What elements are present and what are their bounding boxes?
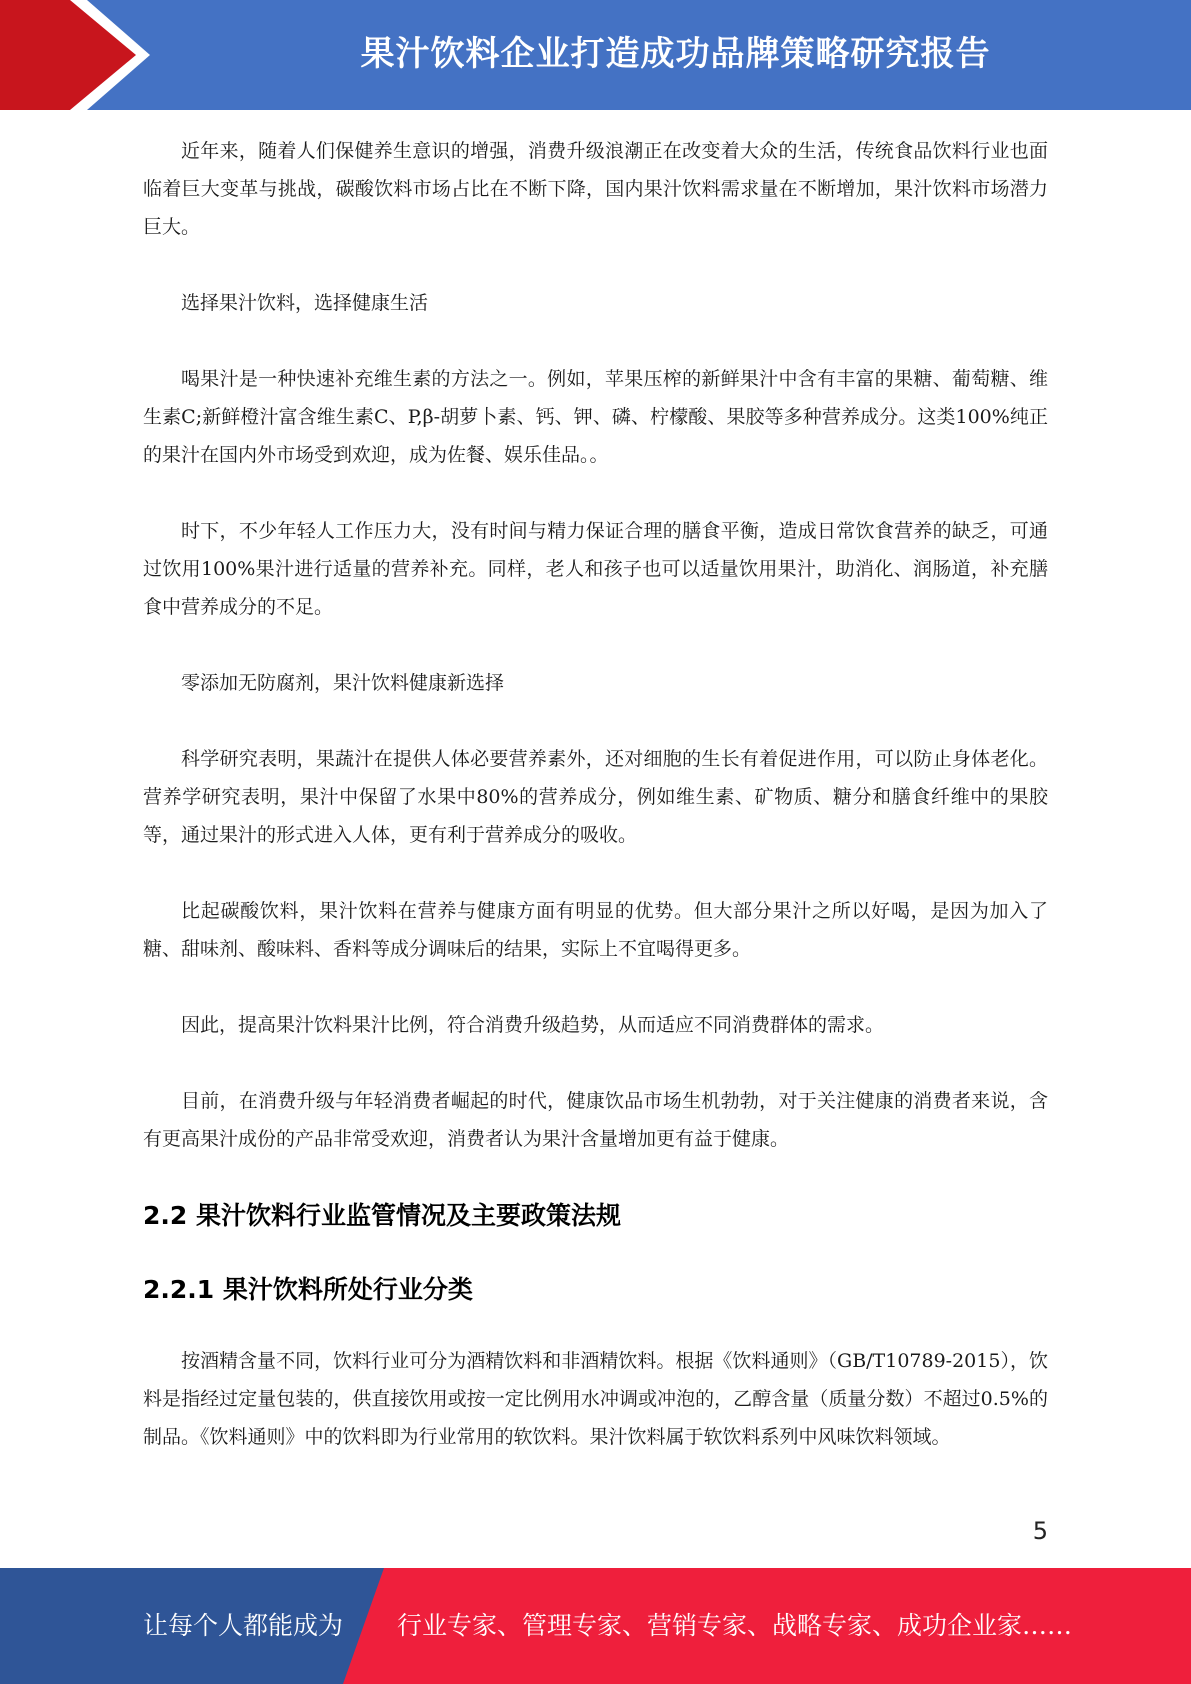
paragraph-juice-ratio: 因此，提高果汁饮料果汁比例，符合消费升级趋势，从而适应不同消费群体的需求。: [181, 1014, 885, 1036]
subheading-healthy-life: 选择果汁饮料，选择健康生活: [181, 292, 429, 314]
paragraph-consumer-trend: 目前，在消费升级与年轻消费者崛起的时代，健康饮品市场生机勃勃，对于关注健康的消费者来说，含有更高果汁成份的产品非常受欢迎，消费者认为果汁含量增加更有益于健康。: [143, 1090, 1048, 1150]
header-arrow-shape: [0, 0, 140, 110]
report-title: 果汁饮料企业打造成功品牌策略研究报告: [360, 34, 991, 74]
footer-banner: [0, 1568, 1191, 1684]
footer-slogan-right: 行业专家、管理专家、营销专家、战略专家、成功企业家……: [397, 1611, 1073, 1640]
page-number: 5: [1032, 1517, 1048, 1545]
paragraph-research: 科学研究表明，果蔬汁在提供人体必要营养素外，还对细胞的生长有着促进作用，可以防止身体老化。营养学研究表明，果汁中保留了水果中80%的营养成分，例如维生素、矿物质、糖分和膳食纤维中的果胶等，通过果汁的形式进入人体，更有利于营养成分的吸收。: [143, 748, 1048, 846]
section-heading-2-2-1: 2.2.1 果汁饮料所处行业分类: [143, 1275, 473, 1304]
paragraph-vitamins: 喝果汁是一种快速补充维生素的方法之一。例如，苹果压榨的新鲜果汁中含有丰富的果糖、葡萄糖、维生素C;新鲜橙汁富含维生素C、P,β-胡萝卜素、钙、钾、磷、柠檬酸、果胶等多种营养成分。这类100%纯正的果汁在国内外市场受到欢迎，成为佐餐、娱乐佳品。。: [143, 368, 1048, 466]
paragraph-young-people: 时下，不少年轻人工作压力大，没有时间与精力保证合理的膳食平衡，造成日常饮食营养的缺乏，可通过饮用100%果汁进行适量的营养补充。同样，老人和孩子也可以适量饮用果汁，助消化、润肠道，补充膳食中营养成分的不足。: [143, 520, 1048, 618]
footer-slogan-left: 让每个人都能成为: [143, 1611, 344, 1640]
subheading-no-preservatives: 零添加无防腐剂，果汁饮料健康新选择: [181, 672, 505, 694]
section-heading-2-2: 2.2 果汁饮料行业监管情况及主要政策法规: [143, 1201, 621, 1230]
header-banner: [0, 0, 1191, 110]
paragraph-carbonated-compare: 比起碳酸饮料，果汁饮料在营养与健康方面有明显的优势。但大部分果汁之所以好喝，是因为加入了糖、甜味剂、酸味料、香料等成分调味后的结果，实际上不宜喝得更多。: [143, 900, 1048, 960]
paragraph-classification: 按酒精含量不同，饮料行业可分为酒精饮料和非酒精饮料。根据《饮料通则》（GB/T10789-2015），饮料是指经过定量包装的，供直接饮用或按一定比例用水冲调或冲泡的，乙醇含量（质量分数）不超过0.5%的制品。《饮料通则》中的饮料即为行业常用的软饮料。果汁饮料属于软饮料系列中风味饮料领域。: [143, 1350, 1048, 1448]
paragraph-intro: 近年来，随着人们保健养生意识的增强，消费升级浪潮正在改变着大众的生活，传统食品饮料行业也面临着巨大变革与挑战，碳酸饮料市场占比在不断下降，国内果汁饮料需求量在不断增加，果汁饮料市场潜力巨大。: [143, 140, 1048, 238]
page-content: [143, 132, 1048, 1494]
